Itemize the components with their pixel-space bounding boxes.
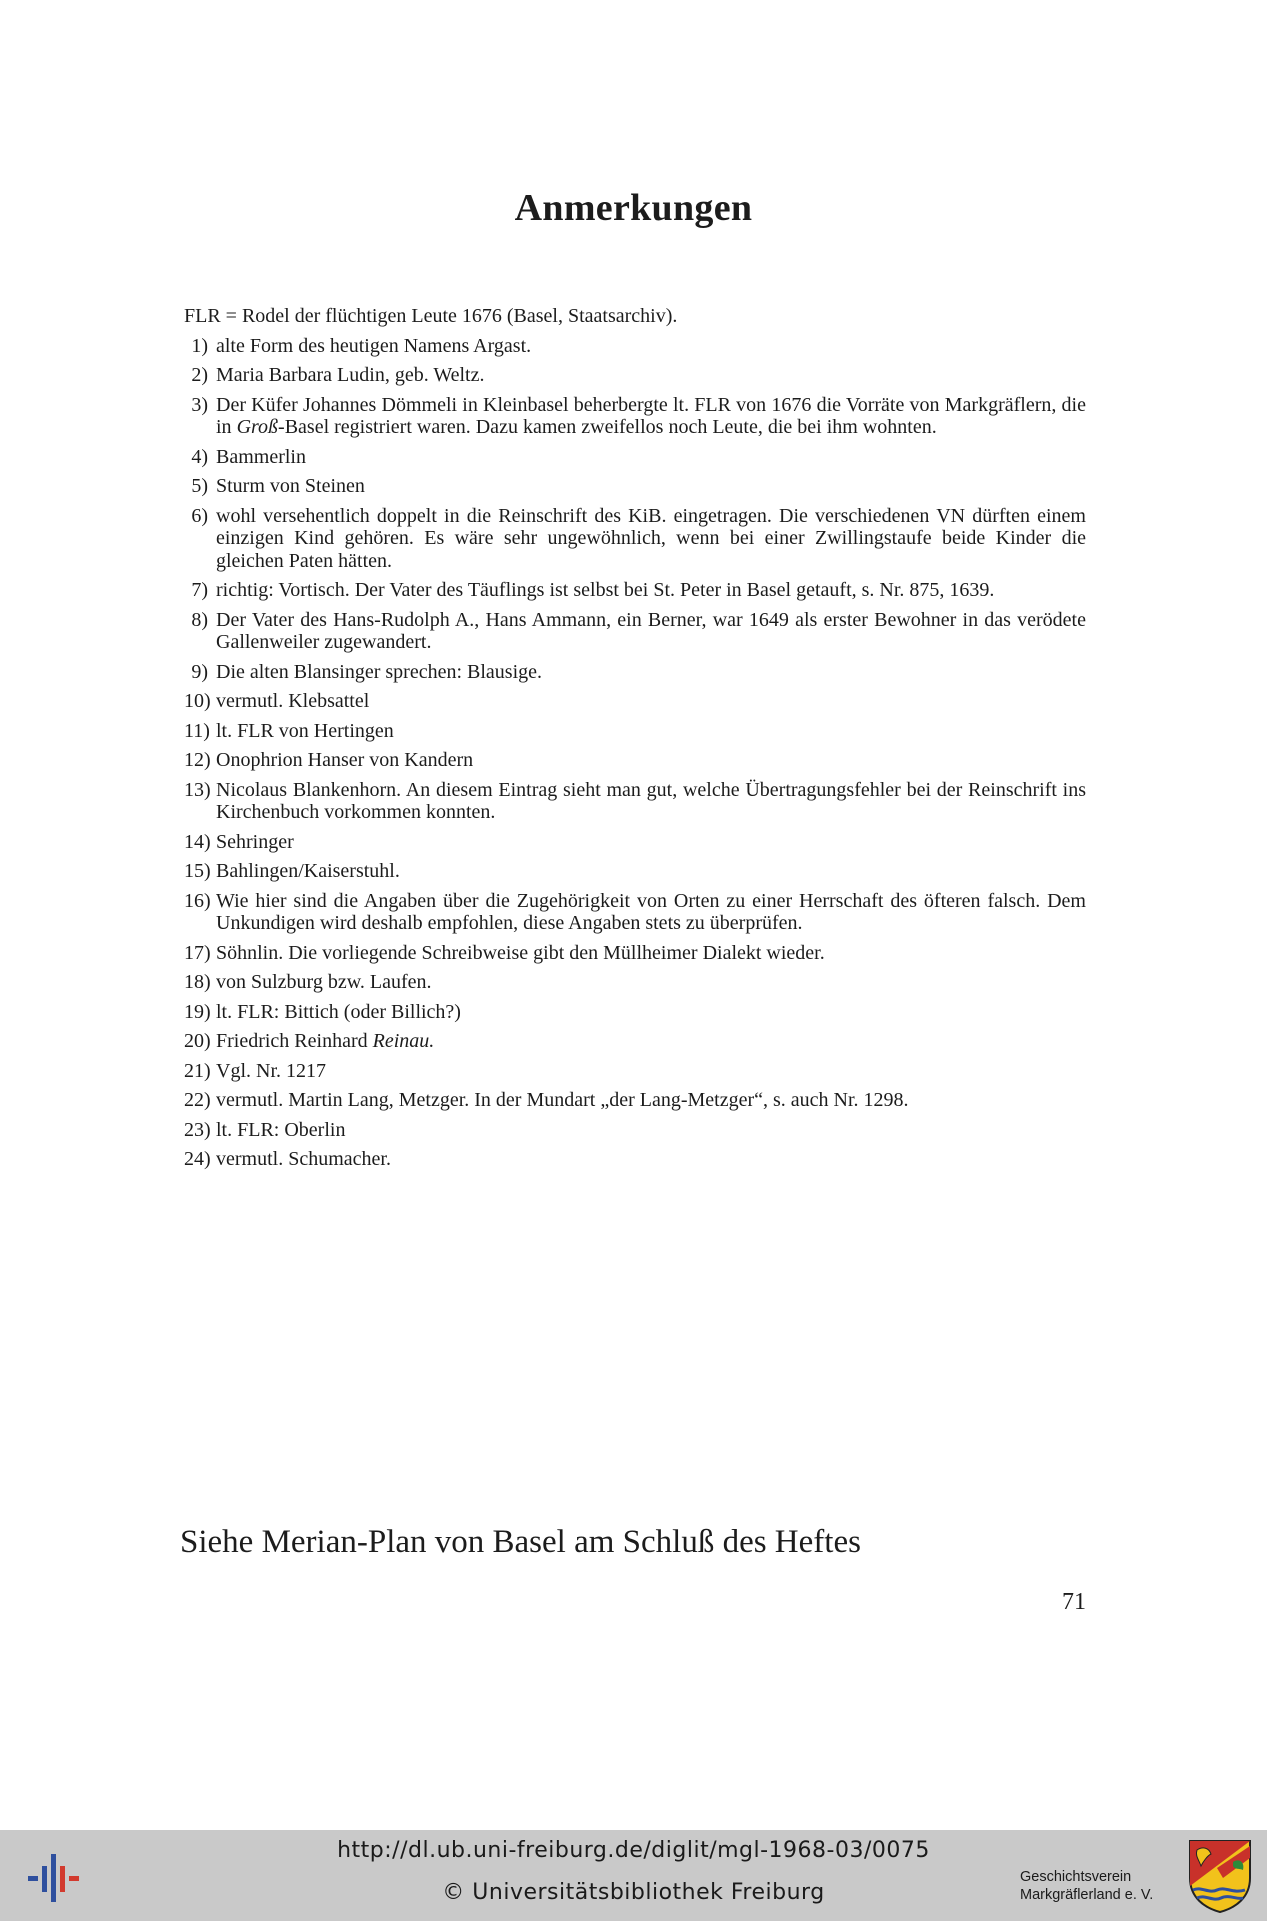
note-item bbox=[184, 335, 1086, 358]
society-line-2: Markgräflerland e. V. bbox=[1020, 1887, 1154, 1903]
note-number: 18) bbox=[184, 971, 211, 993]
note-item bbox=[184, 860, 1086, 883]
note-number: 13) bbox=[184, 778, 211, 801]
note-text: Bahlingen/Kaiserstuhl. bbox=[216, 860, 400, 882]
note-text: Nicolaus Blankenhorn. An diesem Eintrag sieht man gut, welche Übertragungsfehler bei der Reinschrift ins Kirchenbuch vorkommen konnten. bbox=[216, 778, 1086, 823]
note-text: lt. FLR von Hertingen bbox=[216, 719, 394, 742]
note-item bbox=[184, 890, 1086, 935]
note-text: lt. FLR: Oberlin bbox=[216, 1118, 346, 1141]
note-text: vermutl. Schumacher. bbox=[216, 1148, 391, 1170]
note-text: wohl versehentlich doppelt in die Reinschrift des KiB. eingetragen. Die verschiedenen VN dürften einem einzigen Kind gehören. Es wäre sehr ungewöhnlich, wenn bei einer Zwillingstaufe beide Kinder die gleichen Paten hätten. bbox=[216, 504, 1086, 572]
note-item bbox=[184, 1148, 1086, 1171]
note-item bbox=[184, 1001, 1086, 1024]
note-number: 14) bbox=[184, 830, 211, 853]
note-text: lt. FLR: Bittich (oder Billich?) bbox=[216, 1000, 461, 1023]
note-text bbox=[216, 394, 1086, 439]
note-text: vermutl. Klebsattel bbox=[216, 690, 370, 712]
note-item bbox=[184, 661, 1086, 684]
notes-container bbox=[184, 335, 1086, 1171]
note-number: 4) bbox=[191, 445, 208, 468]
note-text-part: Der Küfer Johannes Dömmeli in Kleinbasel beherbergte lt. FLR von 1676 die Vorräte von Markgräflern, die in bbox=[216, 393, 1086, 438]
note-item bbox=[184, 505, 1086, 573]
note-text-italic: Groß bbox=[236, 416, 279, 438]
note-number: 23) bbox=[184, 1118, 211, 1141]
note-item bbox=[184, 942, 1086, 965]
note-text-italic: Reinau. bbox=[372, 1030, 435, 1052]
note-number: 6) bbox=[191, 504, 208, 527]
note-number: 22) bbox=[184, 1089, 211, 1111]
note-item bbox=[184, 1060, 1086, 1083]
note-number: 16) bbox=[184, 889, 211, 912]
note-text: von Sulzburg bzw. Laufen. bbox=[216, 971, 432, 993]
note-text: richtig: Vortisch. Der Vater des Täuflings ist selbst bei St. Peter in Basel getauft, s. Nr. 875, 1639. bbox=[216, 579, 995, 601]
note-number: 10) bbox=[184, 690, 211, 712]
note-item bbox=[184, 1119, 1086, 1142]
society-line-1: Geschichtsverein bbox=[1020, 1869, 1132, 1885]
note-item bbox=[184, 364, 1086, 387]
note-text: alte Form des heutigen Namens Argast. bbox=[216, 334, 532, 357]
notes-list bbox=[184, 305, 1086, 1178]
note-item bbox=[184, 749, 1086, 772]
note-text-part: Friedrich Reinhard bbox=[216, 1030, 373, 1052]
note-text bbox=[216, 1030, 1086, 1053]
note-number: 8) bbox=[191, 608, 208, 631]
note-number: 24) bbox=[184, 1148, 211, 1170]
note-item bbox=[184, 690, 1086, 713]
society-name bbox=[1020, 1868, 1180, 1904]
note-text: Sehringer bbox=[216, 830, 294, 853]
page-title: Anmerkungen bbox=[514, 187, 753, 229]
note-text: Bammerlin bbox=[216, 445, 306, 468]
note-text: Onophrion Hanser von Kandern bbox=[216, 749, 474, 771]
note-text: Söhnlin. Die vorliegende Schreibweise gibt den Müllheimer Dialekt wieder. bbox=[216, 941, 825, 964]
note-item bbox=[184, 475, 1086, 498]
note-item bbox=[184, 1030, 1086, 1053]
note-text: vermutl. Martin Lang, Metzger. In der Mundart „der Lang-Metzger“, s. auch Nr. 1298. bbox=[216, 1089, 909, 1111]
note-number: 1) bbox=[191, 334, 208, 357]
footer-url-link[interactable]: http://dl.ub.uni-freiburg.de/diglit/mgl-1968-03/0075 bbox=[337, 1838, 930, 1863]
note-number: 17) bbox=[184, 941, 211, 964]
note-text: Wie hier sind die Angaben über die Zugehörigkeit von Orten zu einer Herrschaft des öfteren falsch. Dem Unkundigen wird deshalb empfohlen, diese Angaben stets zu überprüfen. bbox=[216, 889, 1086, 934]
note-text: Sturm von Steinen bbox=[216, 475, 365, 497]
note-number: 9) bbox=[191, 660, 208, 683]
note-text: Die alten Blansinger sprechen: Blausige. bbox=[216, 660, 543, 683]
merian-plan-note: Siehe Merian-Plan von Basel am Schluß des Heftes bbox=[180, 1524, 861, 1560]
note-number: 3) bbox=[191, 393, 208, 416]
footer-copyright: © Universitätsbibliothek Freiburg bbox=[442, 1880, 825, 1905]
footer-bar bbox=[0, 1830, 1267, 1921]
note-item bbox=[184, 394, 1086, 439]
note-number: 5) bbox=[191, 475, 208, 497]
note-item bbox=[184, 779, 1086, 824]
note-number: 21) bbox=[184, 1059, 211, 1082]
note-text: Vgl. Nr. 1217 bbox=[216, 1059, 326, 1082]
note-text: Der Vater des Hans-Rudolph A., Hans Ammann, ein Berner, war 1649 als erster Bewohner in das verödete Gallenweiler zugewandert. bbox=[216, 608, 1086, 653]
note-item bbox=[184, 579, 1086, 602]
note-number: 11) bbox=[184, 719, 210, 742]
note-number: 15) bbox=[184, 860, 211, 882]
note-number: 2) bbox=[191, 364, 208, 386]
note-text-part: -Basel registriert waren. Dazu kamen zweifellos noch Leute, die bei ihm wohnten. bbox=[278, 416, 937, 438]
page-number: 71 bbox=[1062, 1589, 1086, 1615]
note-item bbox=[184, 831, 1086, 854]
note-item bbox=[184, 971, 1086, 994]
note-number: 7) bbox=[191, 579, 208, 601]
note-number: 20) bbox=[184, 1030, 211, 1052]
note-item bbox=[184, 446, 1086, 469]
note-item bbox=[184, 720, 1086, 743]
note-item bbox=[184, 609, 1086, 654]
note-text: Maria Barbara Ludin, geb. Weltz. bbox=[216, 364, 485, 386]
note-number: 12) bbox=[184, 749, 211, 771]
note-item bbox=[184, 1089, 1086, 1112]
note-number: 19) bbox=[184, 1000, 211, 1023]
flr-definition: FLR = Rodel der flüchtigen Leute 1676 (Basel, Staatsarchiv). bbox=[184, 305, 678, 327]
coat-of-arms-icon bbox=[1187, 1838, 1253, 1914]
